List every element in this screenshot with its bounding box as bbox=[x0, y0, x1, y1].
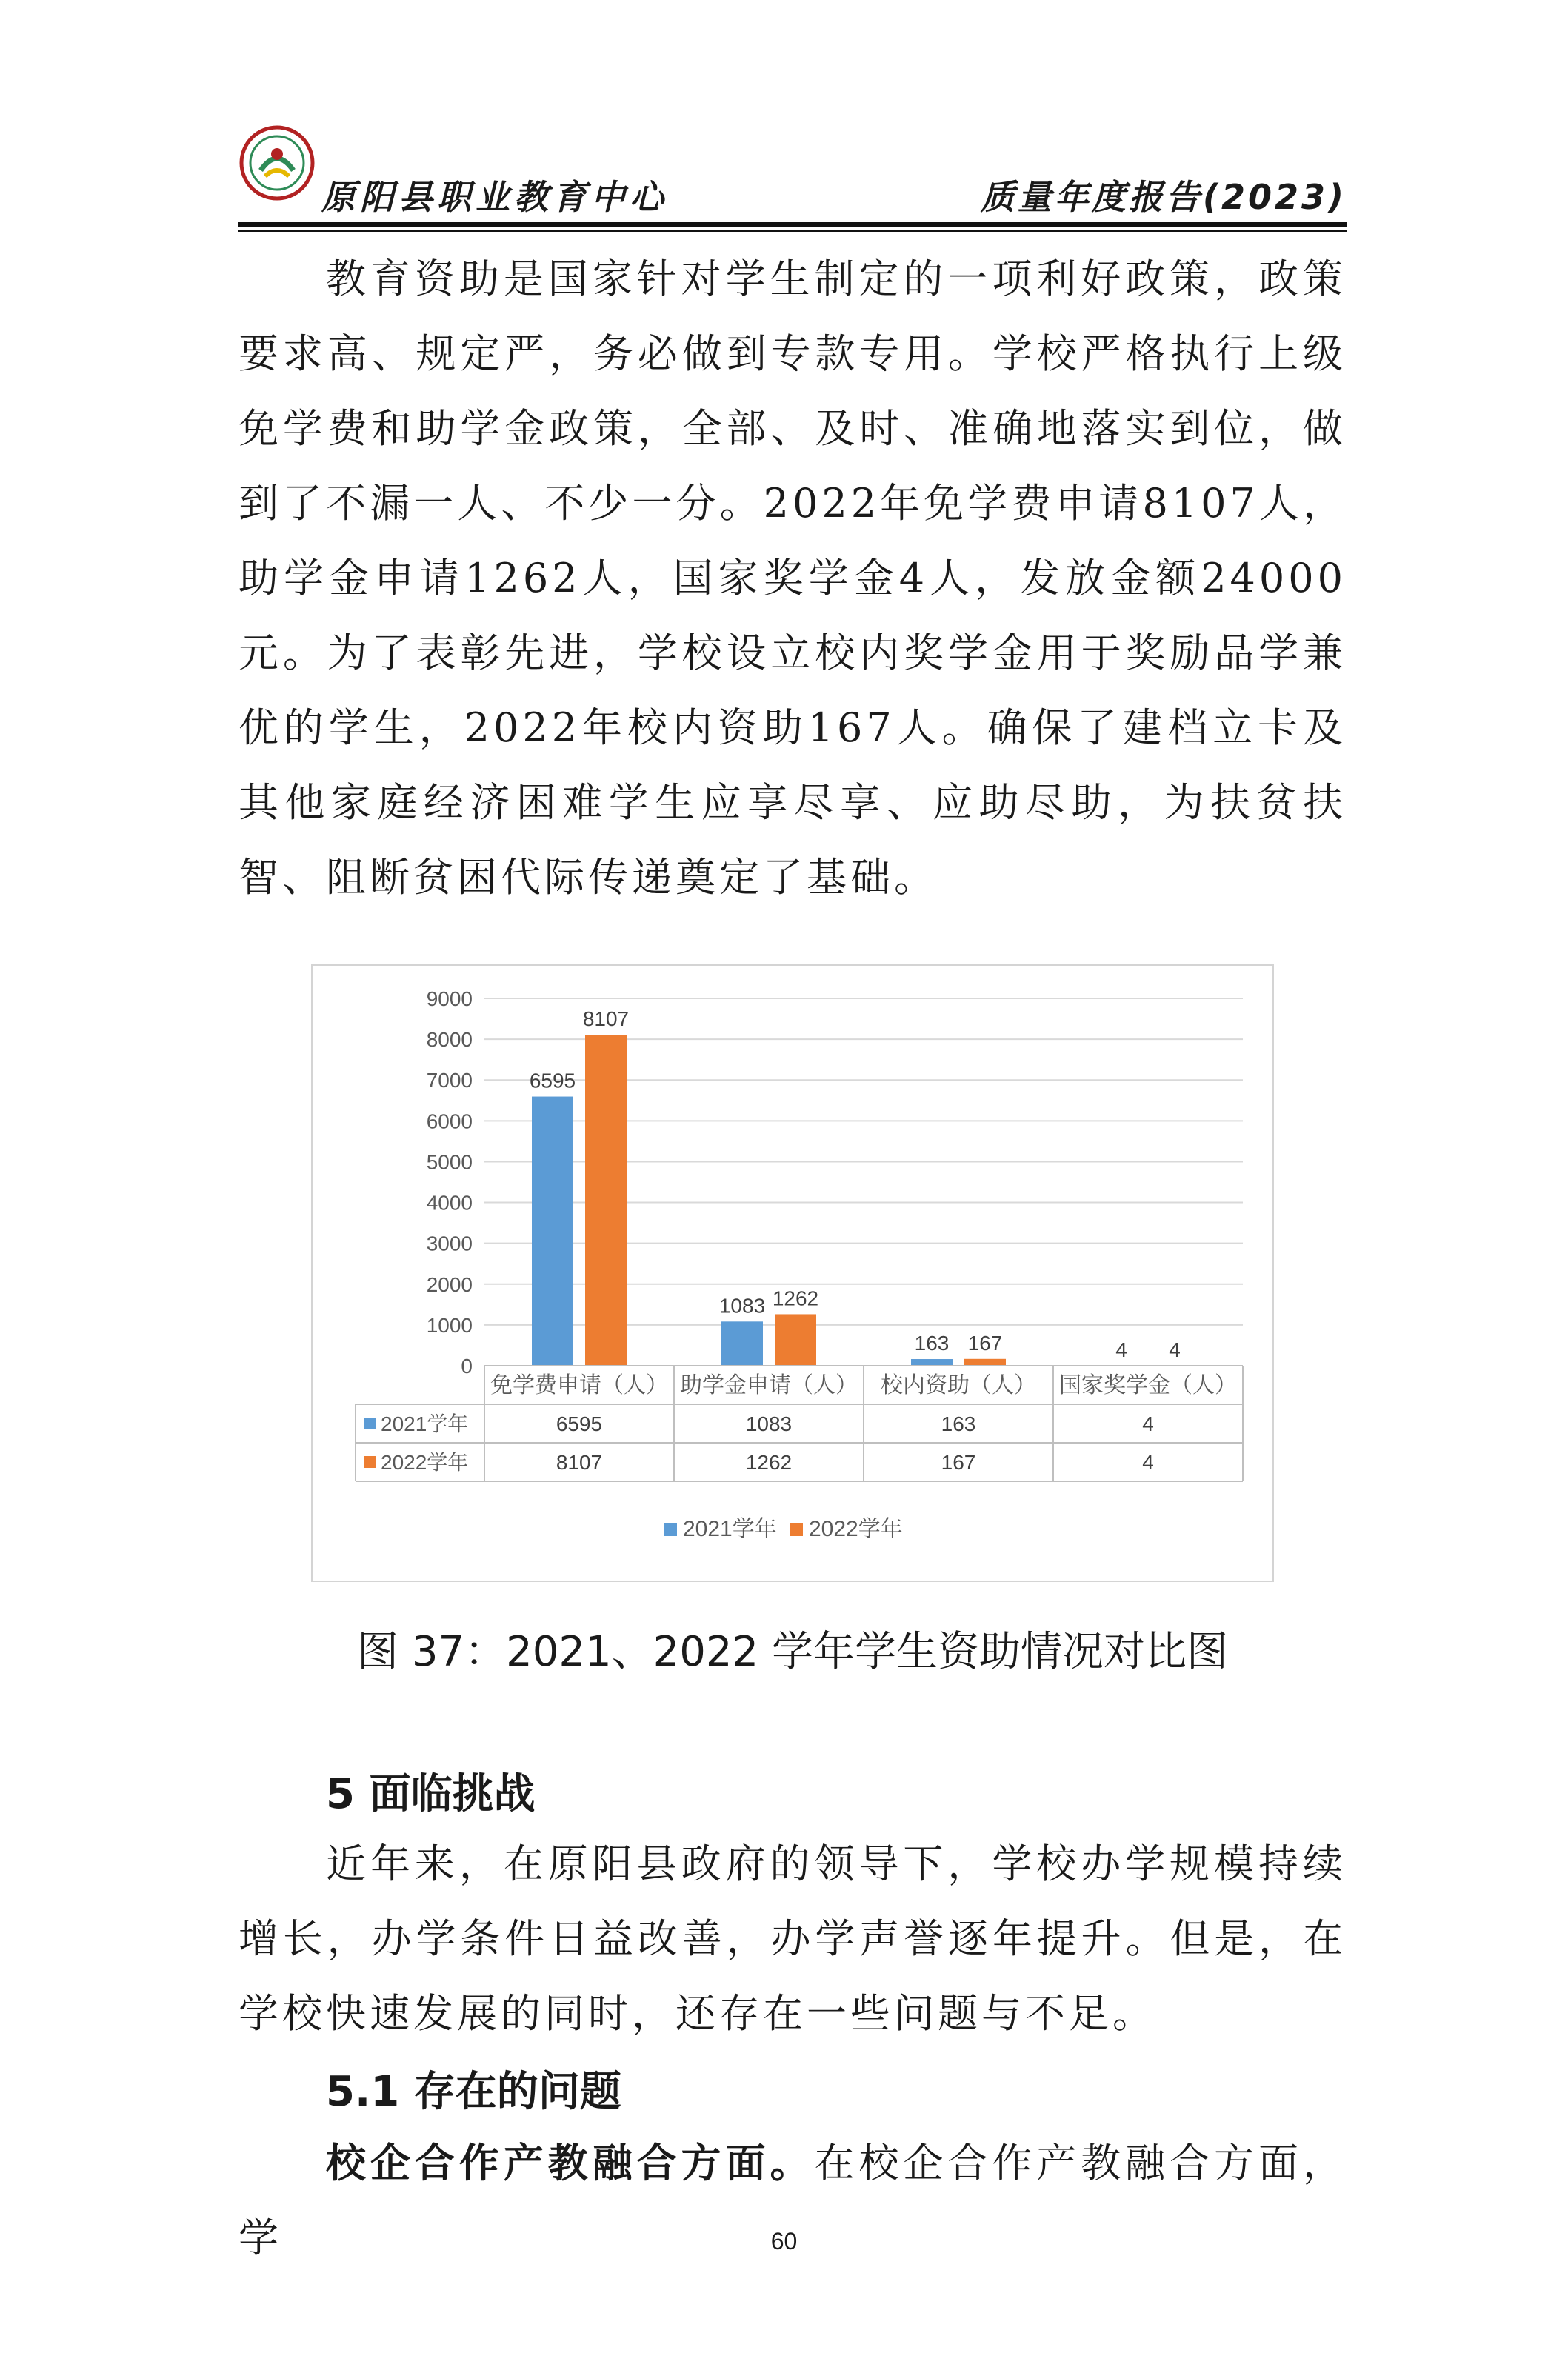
bar bbox=[911, 1359, 953, 1366]
table-series-name: 2022学年 bbox=[381, 1451, 469, 1474]
page-header bbox=[238, 124, 1347, 234]
section-5-1-text: 在校企合作产教融合方面，学 bbox=[238, 2140, 1347, 2261]
y-tick-label: 9000 bbox=[426, 987, 473, 1010]
y-tick-label: 2000 bbox=[426, 1272, 473, 1296]
y-tick-label: 8000 bbox=[426, 1028, 473, 1052]
data-label: 4 bbox=[1115, 1338, 1127, 1361]
chart-svg bbox=[313, 966, 1272, 1581]
y-tick-label: 1000 bbox=[426, 1313, 473, 1337]
data-label: 167 bbox=[967, 1331, 1003, 1355]
legend-label: 2021学年 bbox=[683, 1517, 777, 1541]
table-cell: 4 bbox=[1142, 1412, 1154, 1435]
aid-comparison-chart bbox=[311, 964, 1274, 1582]
table-cell: 1083 bbox=[745, 1412, 793, 1435]
bar bbox=[721, 1321, 763, 1366]
report-title: 质量年度报告(2023) bbox=[980, 177, 1347, 217]
data-label: 1262 bbox=[772, 1286, 819, 1310]
bar bbox=[585, 1035, 627, 1366]
header-rule-thick bbox=[238, 222, 1347, 227]
y-tick-label: 0 bbox=[461, 1355, 473, 1378]
y-tick-label: 5000 bbox=[426, 1150, 473, 1174]
section-5-1-lead: 校企合作产教融合方面。 bbox=[326, 2140, 815, 2186]
bar bbox=[775, 1314, 816, 1366]
data-label: 8107 bbox=[582, 1007, 630, 1031]
table-cell: 1262 bbox=[745, 1451, 793, 1474]
legend-label: 2022学年 bbox=[809, 1517, 903, 1541]
table-cell: 4 bbox=[1142, 1451, 1154, 1474]
section-5-1-heading: 5.1 存在的问题 bbox=[326, 2068, 621, 2116]
table-series-name: 2021学年 bbox=[381, 1412, 469, 1435]
data-label: 4 bbox=[1169, 1338, 1181, 1361]
table-cell: 6595 bbox=[556, 1412, 603, 1435]
table-cell: 167 bbox=[941, 1451, 976, 1474]
section-5-heading: 5 面临挑战 bbox=[326, 1770, 536, 1818]
y-tick-label: 3000 bbox=[426, 1232, 473, 1255]
bar bbox=[964, 1359, 1006, 1366]
category-label: 助学金申请（人） bbox=[680, 1372, 858, 1398]
category-label: 国家奖学金（人） bbox=[1059, 1372, 1237, 1398]
paragraph-education-aid: 教育资助是国家针对学生制定的一项利好政策，政策要求高、规定严，务必做到专款专用。学校严格执行上级免学费和助学金政策，全部、及时、准确地落实到位，做到了不漏一人、不少一分。2022年免学费申请8107人，助学金申请1262人，国家奖学金4人，发放金额24000元。为了表彰先进，学校设立校内奖学金用于奖励品学兼优的学生，2022年校内资助167人。确保了建档立卡及其他家庭经济困难学生应享尽享、应助尽助，为扶贫扶智、阻断贫困代际传递奠定了基础。 bbox=[238, 256, 1347, 901]
header-rule-thin bbox=[238, 230, 1347, 232]
bar bbox=[532, 1097, 573, 1366]
y-tick-label: 7000 bbox=[426, 1069, 473, 1092]
y-tick-label: 6000 bbox=[426, 1109, 473, 1133]
table-legend-key bbox=[364, 1418, 376, 1429]
school-logo bbox=[238, 124, 316, 201]
school-name: 原阳县职业教育中心 bbox=[321, 177, 668, 217]
category-label: 免学费申请（人） bbox=[490, 1372, 668, 1398]
table-cell: 8107 bbox=[556, 1451, 603, 1474]
legend-key bbox=[664, 1523, 677, 1536]
category-label: 校内资助（人） bbox=[881, 1372, 1036, 1398]
data-label: 6595 bbox=[529, 1069, 576, 1092]
table-cell: 163 bbox=[941, 1412, 976, 1435]
table-legend-key bbox=[364, 1456, 376, 1468]
y-tick-label: 4000 bbox=[426, 1191, 473, 1215]
legend-key bbox=[790, 1523, 803, 1536]
data-label: 163 bbox=[914, 1332, 950, 1355]
section-5-paragraph: 近年来，在原阳县政府的领导下，学校办学规模持续增长，办学条件日益改善，办学声誉逐年提升。但是，在学校快速发展的同时，还存在一些问题与不足。 bbox=[238, 1840, 1347, 2037]
figure-caption: 图 37：2021、2022 学年学生资助情况对比图 bbox=[357, 1628, 1228, 1676]
data-label: 1083 bbox=[718, 1294, 766, 1318]
page-number: 60 bbox=[770, 2228, 798, 2254]
